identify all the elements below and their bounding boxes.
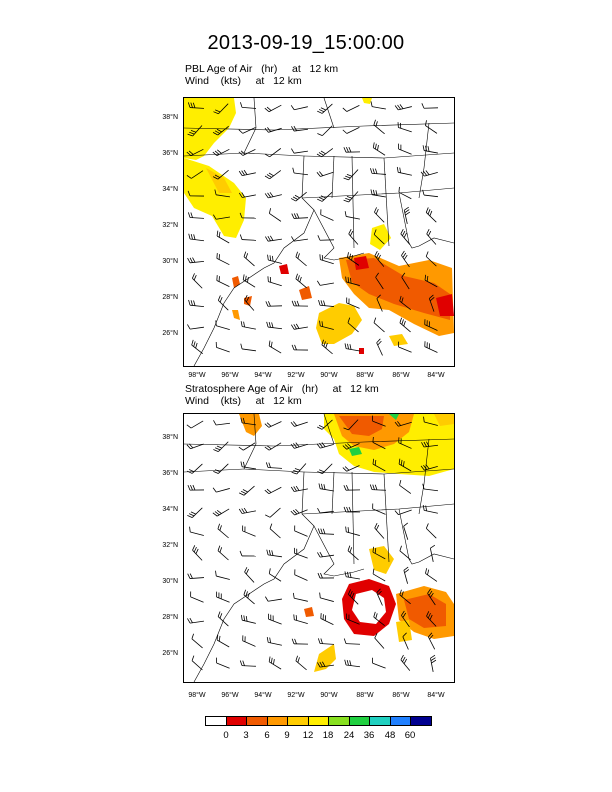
wind-barb bbox=[317, 144, 333, 158]
strat-map-canvas bbox=[184, 414, 454, 682]
wind-barb bbox=[187, 460, 202, 475]
colorbar-swatch bbox=[247, 717, 268, 725]
wind-barb bbox=[265, 190, 282, 199]
lon-label: 86°W bbox=[392, 372, 410, 379]
wind-barb bbox=[188, 234, 205, 241]
wind-barb bbox=[372, 120, 387, 134]
wind-barb bbox=[213, 460, 228, 475]
colorbar-label: 60 bbox=[404, 730, 416, 741]
wind-barb bbox=[239, 482, 254, 496]
wind-barb bbox=[239, 506, 256, 514]
colorbar-swatch bbox=[391, 717, 412, 725]
wind-barb bbox=[239, 439, 255, 452]
strat-shading bbox=[239, 414, 454, 672]
wind-barb bbox=[319, 209, 336, 220]
wind-barb bbox=[344, 166, 358, 181]
wind-barb bbox=[190, 634, 205, 648]
panel2-wind-label: Wind (kts) at 12 km bbox=[185, 395, 302, 407]
wind-barb bbox=[267, 657, 283, 670]
wind-barb bbox=[187, 322, 204, 329]
wind-barb bbox=[403, 567, 412, 584]
wind-barb bbox=[291, 322, 308, 330]
wind-barb bbox=[240, 344, 257, 351]
lon-label: 98°W bbox=[188, 372, 206, 379]
panel1-field-label: PBL Age of Air (hr) at 12 km bbox=[185, 63, 339, 75]
wind-barb bbox=[265, 417, 282, 428]
wind-barb bbox=[215, 275, 232, 287]
wind-barb bbox=[265, 144, 281, 158]
colorbar-swatch bbox=[370, 717, 391, 725]
wind-barb bbox=[267, 341, 283, 354]
wind-barb bbox=[396, 122, 413, 132]
wind-barb bbox=[371, 658, 388, 668]
wind-barb bbox=[291, 505, 308, 516]
wind-barb bbox=[424, 120, 440, 133]
wind-barb bbox=[317, 167, 334, 177]
wind-barb bbox=[266, 462, 282, 468]
wind-barb bbox=[241, 635, 258, 646]
wind-barb bbox=[292, 593, 309, 601]
wind-barb bbox=[370, 485, 386, 491]
wind-barb bbox=[397, 144, 414, 155]
lat-label: 34°N bbox=[162, 186, 178, 193]
colorbar bbox=[205, 716, 432, 726]
wind-barb bbox=[373, 207, 388, 222]
wind-barb bbox=[423, 341, 440, 352]
wind-barb bbox=[268, 208, 284, 221]
wind-barb bbox=[242, 252, 257, 266]
wind-barb bbox=[239, 123, 256, 134]
pbl-map-canvas bbox=[184, 98, 454, 366]
lon-label: 92°W bbox=[287, 372, 305, 379]
wind-barb bbox=[213, 438, 228, 453]
wind-barb bbox=[370, 101, 387, 109]
wind-barb bbox=[422, 103, 438, 109]
colorbar-swatch bbox=[227, 717, 248, 725]
lat-label: 34°N bbox=[162, 506, 178, 513]
wind-barb bbox=[425, 207, 440, 222]
wind-barb bbox=[318, 593, 335, 602]
wind-barb bbox=[294, 252, 309, 266]
lat-label: 36°N bbox=[162, 470, 178, 477]
wind-barb bbox=[265, 101, 281, 113]
wind-barb bbox=[240, 321, 257, 329]
wind-barb bbox=[317, 122, 332, 137]
wind-barb bbox=[318, 300, 334, 306]
panel2-field-label: Stratosphere Age of Air (hr) at 12 km bbox=[185, 383, 379, 395]
wind-barb bbox=[376, 339, 387, 356]
lon-label: 96°W bbox=[221, 692, 239, 699]
wind-barb bbox=[343, 101, 360, 113]
colorbar-swatch bbox=[350, 717, 371, 725]
wind-barb bbox=[214, 320, 231, 329]
wind-barb bbox=[344, 660, 361, 667]
wind-barb bbox=[372, 142, 388, 155]
wind-barb bbox=[268, 568, 284, 581]
wind-barb bbox=[265, 594, 282, 601]
wind-barb bbox=[240, 102, 256, 108]
wind-barb bbox=[240, 661, 256, 667]
wind-barb bbox=[189, 592, 206, 603]
wind-barb bbox=[318, 529, 334, 535]
colorbar-label: 0 bbox=[223, 730, 229, 741]
colorbar-swatch bbox=[268, 717, 289, 725]
wind-barb bbox=[372, 318, 387, 332]
colorbar-swatch bbox=[309, 717, 330, 725]
colorbar-label: 6 bbox=[264, 730, 270, 741]
wind-barb bbox=[188, 573, 204, 579]
wind-barb bbox=[398, 480, 414, 493]
wind-barb bbox=[344, 211, 361, 219]
wind-barb bbox=[422, 484, 439, 491]
colorbar-label: 24 bbox=[343, 730, 355, 741]
lat-label: 26°N bbox=[162, 330, 178, 337]
wind-barb bbox=[240, 461, 257, 468]
wind-barb bbox=[344, 147, 360, 152]
wind-barb bbox=[269, 524, 284, 538]
wind-barb bbox=[265, 234, 282, 241]
wind-barb bbox=[188, 527, 205, 536]
colorbar-swatch bbox=[206, 717, 227, 725]
wind-barb bbox=[240, 551, 256, 556]
wind-barb bbox=[398, 546, 413, 560]
wind-barb bbox=[317, 188, 332, 203]
wind-barb bbox=[318, 638, 334, 644]
panel1-wind-label: Wind (kts) at 12 km bbox=[185, 75, 302, 87]
lon-label: 96°W bbox=[221, 372, 239, 379]
wind-barb bbox=[188, 256, 204, 263]
lat-label: 28°N bbox=[162, 614, 178, 621]
wind-barb bbox=[215, 635, 231, 647]
wind-barb bbox=[291, 102, 308, 110]
wind-barb bbox=[344, 639, 360, 645]
wind-barb bbox=[187, 616, 204, 623]
wind-barb bbox=[317, 278, 334, 286]
wind-barb bbox=[293, 548, 310, 558]
colorbar-swatch bbox=[411, 717, 431, 725]
wind-barb bbox=[373, 633, 387, 648]
wind-barb bbox=[217, 546, 232, 560]
lat-label: 38°N bbox=[162, 434, 178, 441]
wind-barb bbox=[404, 207, 412, 224]
lat-label: 30°N bbox=[162, 578, 178, 585]
wind-barb bbox=[292, 301, 308, 306]
wind-barb bbox=[266, 637, 283, 645]
wind-barb bbox=[267, 614, 284, 624]
wind-barb bbox=[294, 656, 309, 670]
wind-barb bbox=[425, 523, 440, 538]
wind-barb bbox=[424, 568, 440, 581]
wind-barb bbox=[188, 300, 204, 307]
wind-barb bbox=[395, 102, 412, 111]
wind-barb bbox=[241, 526, 258, 537]
wind-barb bbox=[265, 483, 282, 495]
wind-barb bbox=[239, 168, 256, 176]
wind-barb bbox=[318, 483, 335, 491]
wind-barb bbox=[344, 485, 360, 490]
colorbar-swatch bbox=[288, 717, 309, 725]
wind-barb bbox=[214, 571, 231, 580]
wind-barb bbox=[242, 274, 258, 287]
wind-barb bbox=[265, 123, 282, 132]
wind-barb bbox=[265, 439, 281, 452]
wind-barb bbox=[293, 569, 310, 580]
wind-barb bbox=[191, 545, 206, 560]
wind-barb bbox=[215, 658, 232, 669]
lon-label: 88°W bbox=[356, 692, 374, 699]
wind-barb bbox=[318, 254, 335, 263]
wind-barb bbox=[293, 525, 310, 536]
pbl-age-of-air-map bbox=[183, 97, 455, 367]
page-title: 2013-09-19_15:00:00 bbox=[207, 32, 405, 54]
wind-barb bbox=[213, 418, 230, 425]
lat-label: 30°N bbox=[162, 258, 178, 265]
wind-barb bbox=[344, 527, 361, 536]
wind-barb bbox=[400, 655, 414, 671]
colorbar-label: 18 bbox=[322, 730, 334, 741]
wind-barb bbox=[265, 504, 280, 518]
wind-barb bbox=[215, 592, 232, 603]
wind-barb bbox=[240, 234, 256, 240]
wind-barb bbox=[215, 342, 232, 352]
wind-barb bbox=[370, 168, 386, 174]
wind-barb bbox=[317, 100, 332, 115]
wind-barb bbox=[291, 484, 308, 492]
wind-barb bbox=[213, 145, 230, 157]
lat-label: 28°N bbox=[162, 294, 178, 301]
wind-barb bbox=[292, 168, 309, 175]
lon-label: 90°W bbox=[320, 372, 338, 379]
lat-label: 38°N bbox=[162, 114, 178, 121]
wind-barb bbox=[396, 167, 413, 175]
lon-label: 98°W bbox=[188, 692, 206, 699]
wind-barb bbox=[344, 343, 361, 351]
lon-label: 94°W bbox=[254, 372, 272, 379]
wind-barb bbox=[266, 322, 282, 329]
wind-barb bbox=[188, 485, 204, 490]
colorbar-label: 3 bbox=[243, 730, 249, 741]
wind-barb bbox=[373, 523, 387, 538]
wind-barb bbox=[395, 505, 412, 515]
colorbar-label: 48 bbox=[384, 730, 396, 741]
wind-barb bbox=[347, 229, 361, 244]
wind-barb bbox=[371, 503, 388, 514]
wind-barb bbox=[213, 484, 230, 493]
wind-barb bbox=[319, 613, 336, 624]
wind-barb bbox=[292, 213, 308, 219]
wind-barb bbox=[265, 166, 281, 180]
wind-barb bbox=[187, 504, 202, 519]
wind-barb bbox=[294, 274, 309, 288]
lat-label: 26°N bbox=[162, 650, 178, 657]
wind-barb bbox=[216, 524, 231, 538]
wind-barb bbox=[292, 639, 308, 644]
wind-barb bbox=[266, 301, 282, 307]
lon-label: 88°W bbox=[356, 372, 374, 379]
wind-barb bbox=[266, 276, 283, 285]
colorbar-label: 12 bbox=[302, 730, 314, 741]
lat-label: 32°N bbox=[162, 222, 178, 229]
wind-barb bbox=[291, 124, 308, 131]
wind-barb bbox=[188, 212, 204, 218]
wind-barb bbox=[425, 229, 439, 244]
colorbar-label: 9 bbox=[284, 730, 290, 741]
wind-barb bbox=[292, 345, 308, 350]
wind-barb bbox=[291, 146, 308, 153]
colorbar-label: 36 bbox=[363, 730, 375, 741]
colorbar-swatch bbox=[329, 717, 350, 725]
wind-barb bbox=[215, 253, 232, 265]
wind-barb bbox=[317, 550, 334, 557]
lat-label: 36°N bbox=[162, 150, 178, 157]
wind-barb bbox=[266, 550, 283, 557]
pbl-shading bbox=[184, 98, 454, 354]
wind-barb bbox=[243, 567, 257, 582]
lon-label: 84°W bbox=[427, 372, 445, 379]
wind-barb bbox=[430, 655, 438, 672]
lon-label: 92°W bbox=[287, 692, 305, 699]
wind-barb bbox=[190, 340, 206, 354]
wind-barb bbox=[422, 145, 439, 153]
wind-barb bbox=[213, 505, 229, 518]
lon-label: 84°W bbox=[427, 692, 445, 699]
lat-label: 32°N bbox=[162, 542, 178, 549]
wind-barb bbox=[317, 506, 333, 513]
wind-barb bbox=[318, 235, 334, 241]
lon-label: 94°W bbox=[254, 692, 272, 699]
wind-barb bbox=[291, 417, 308, 427]
wind-barb bbox=[343, 123, 360, 135]
wind-barb bbox=[291, 439, 308, 448]
wind-barb bbox=[187, 417, 203, 429]
lon-label: 86°W bbox=[392, 692, 410, 699]
wind-barb bbox=[191, 656, 206, 670]
wind-barb bbox=[191, 273, 206, 288]
stratosphere-age-of-air-map bbox=[183, 413, 455, 683]
wind-barb bbox=[430, 545, 438, 562]
wind-barb bbox=[240, 615, 257, 623]
lon-label: 90°W bbox=[320, 692, 338, 699]
wind-barb bbox=[370, 189, 387, 196]
wind-barb bbox=[291, 234, 308, 241]
